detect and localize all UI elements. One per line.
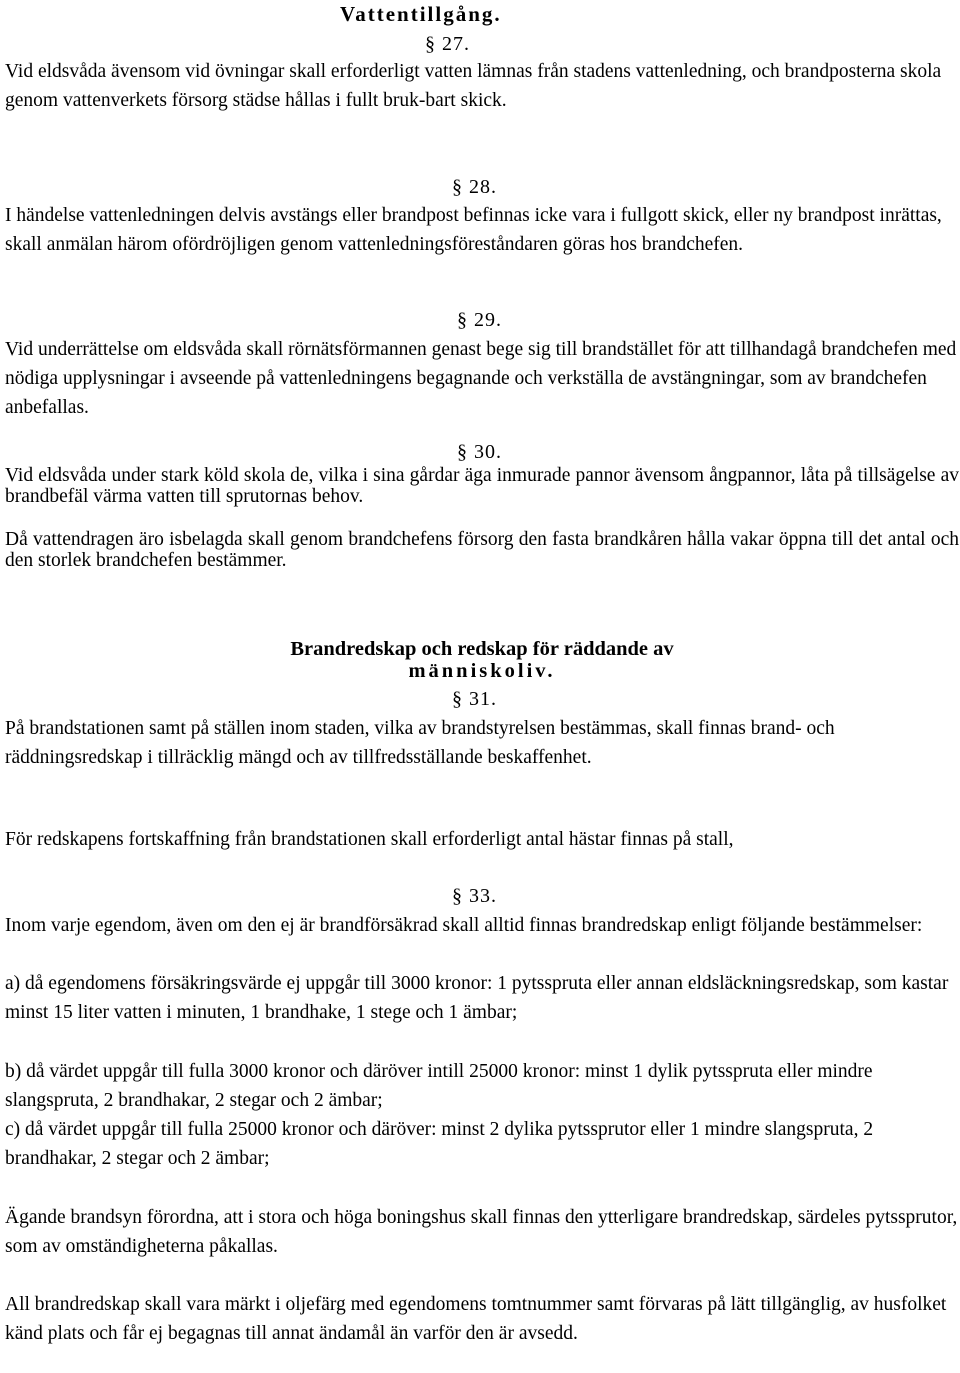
section-30-number: § 30. bbox=[457, 441, 502, 463]
section-30-text-1: Vid eldsvåda under stark köld skola de, vilka i sina gårdar äga inmurade pannor ävensom ångpannor, låta på tillsägelse av brandbefäl värma vatten till sprutornas behov. bbox=[5, 465, 959, 507]
section-31-number: § 31. bbox=[452, 688, 497, 710]
section-28-number: § 28. bbox=[452, 176, 497, 198]
section-heading-equipment-line2: människoliv. bbox=[408, 660, 556, 682]
section-33-intro: Inom varje egendom, även om den ej är brandförsäkrad skall alltid finnas brandredskap enligt följande bestämmelser: bbox=[5, 915, 923, 936]
section-33-item-c: c) då värdet uppgår till fulla 25000 kronor och däröver: minst 2 dylika pytssprutor eller 1 mindre slangspruta, 2 brandhakar, 2 stegar och 2 ämbar; bbox=[5, 1119, 874, 1169]
section-29-text: Vid underrättelse om eldsvåda skall rörnätsförmannen genast bege sig till brandstället för att tillhandagå brandchefen med nödiga upplysningar i avseende på vattenledningens begagnande och verkställa de avstängningar, som av brandchefen anbefallas. bbox=[5, 339, 957, 418]
section-32-text: För redskapens fortskaffning från brandstationen skall erforderligt antal hästar finnas på stall, bbox=[5, 829, 734, 850]
section-33-paragraph-2: Ägande brandsyn förordna, att i stora och höga boningshus skall finnas den ytterligare brandredskap, särdeles pytssprutor, som av omständigheterna påkallas. bbox=[5, 1207, 958, 1257]
section-heading-equipment bbox=[0, 638, 960, 682]
section-29-number: § 29. bbox=[457, 309, 502, 331]
section-33-number: § 33. bbox=[452, 885, 497, 907]
section-30-text-2: Då vattendragen äro isbelagda skall genom brandchefens försorg den fasta brandkåren hålla vakar öppna till det antal och den storlek brandchefen bestämmer. bbox=[5, 529, 959, 571]
section-33-item-b: b) då värdet uppgår till fulla 3000 kronor och däröver intill 25000 kronor: minst 1 dylik pytsspruta eller mindre slangspruta, 2 brandhakar, 2 stegar och 2 ämbar; bbox=[5, 1061, 873, 1111]
section-28-text: I händelse vattenledningen delvis avstängs eller brandpost befinnas icke vara i fullgott skick, eller ny brandpost inrättas, skall anmälan härom ofördröjligen genom vattenledningsföreståndaren göras hos brandchefen. bbox=[5, 205, 942, 255]
section-heading-equipment-line1: Brandredskap och redskap för räddande av bbox=[290, 638, 674, 660]
section-33-paragraph-3: All brandredskap skall vara märkt i oljefärg med egendomens tomtnummer samt förvaras på lätt tillgänglig, av husfolket känd plats och får ej begagnas till annat ändamål än varför den är avsedd. bbox=[5, 1294, 947, 1344]
section-27-text: Vid eldsvåda ävensom vid övningar skall erforderligt vatten lämnas från stadens vattenledning, och brandposterna skola genom vattenverkets försorg städse hållas i fullt bruk-bart skick. bbox=[5, 61, 942, 111]
section-31-text: På brandstationen samt på ställen inom staden, vilka av brandstyrelsen bestämmas, skall finnas brand- och räddningsredskap i tillräcklig mängd och av tillfredsställande beskaffenhet. bbox=[5, 718, 835, 768]
section-27-number: § 27. bbox=[425, 33, 470, 55]
section-33-item-a: a) då egendomens försäkringsvärde ej uppgår till 3000 kronor: 1 pytsspruta eller annan eldsläckningsredskap, som kastar minst 15 liter vatten i minuten, 1 brandhake, 1 stege och 1 ämbar; bbox=[5, 973, 949, 1023]
section-heading-water: Vattentillgång. bbox=[340, 2, 502, 26]
